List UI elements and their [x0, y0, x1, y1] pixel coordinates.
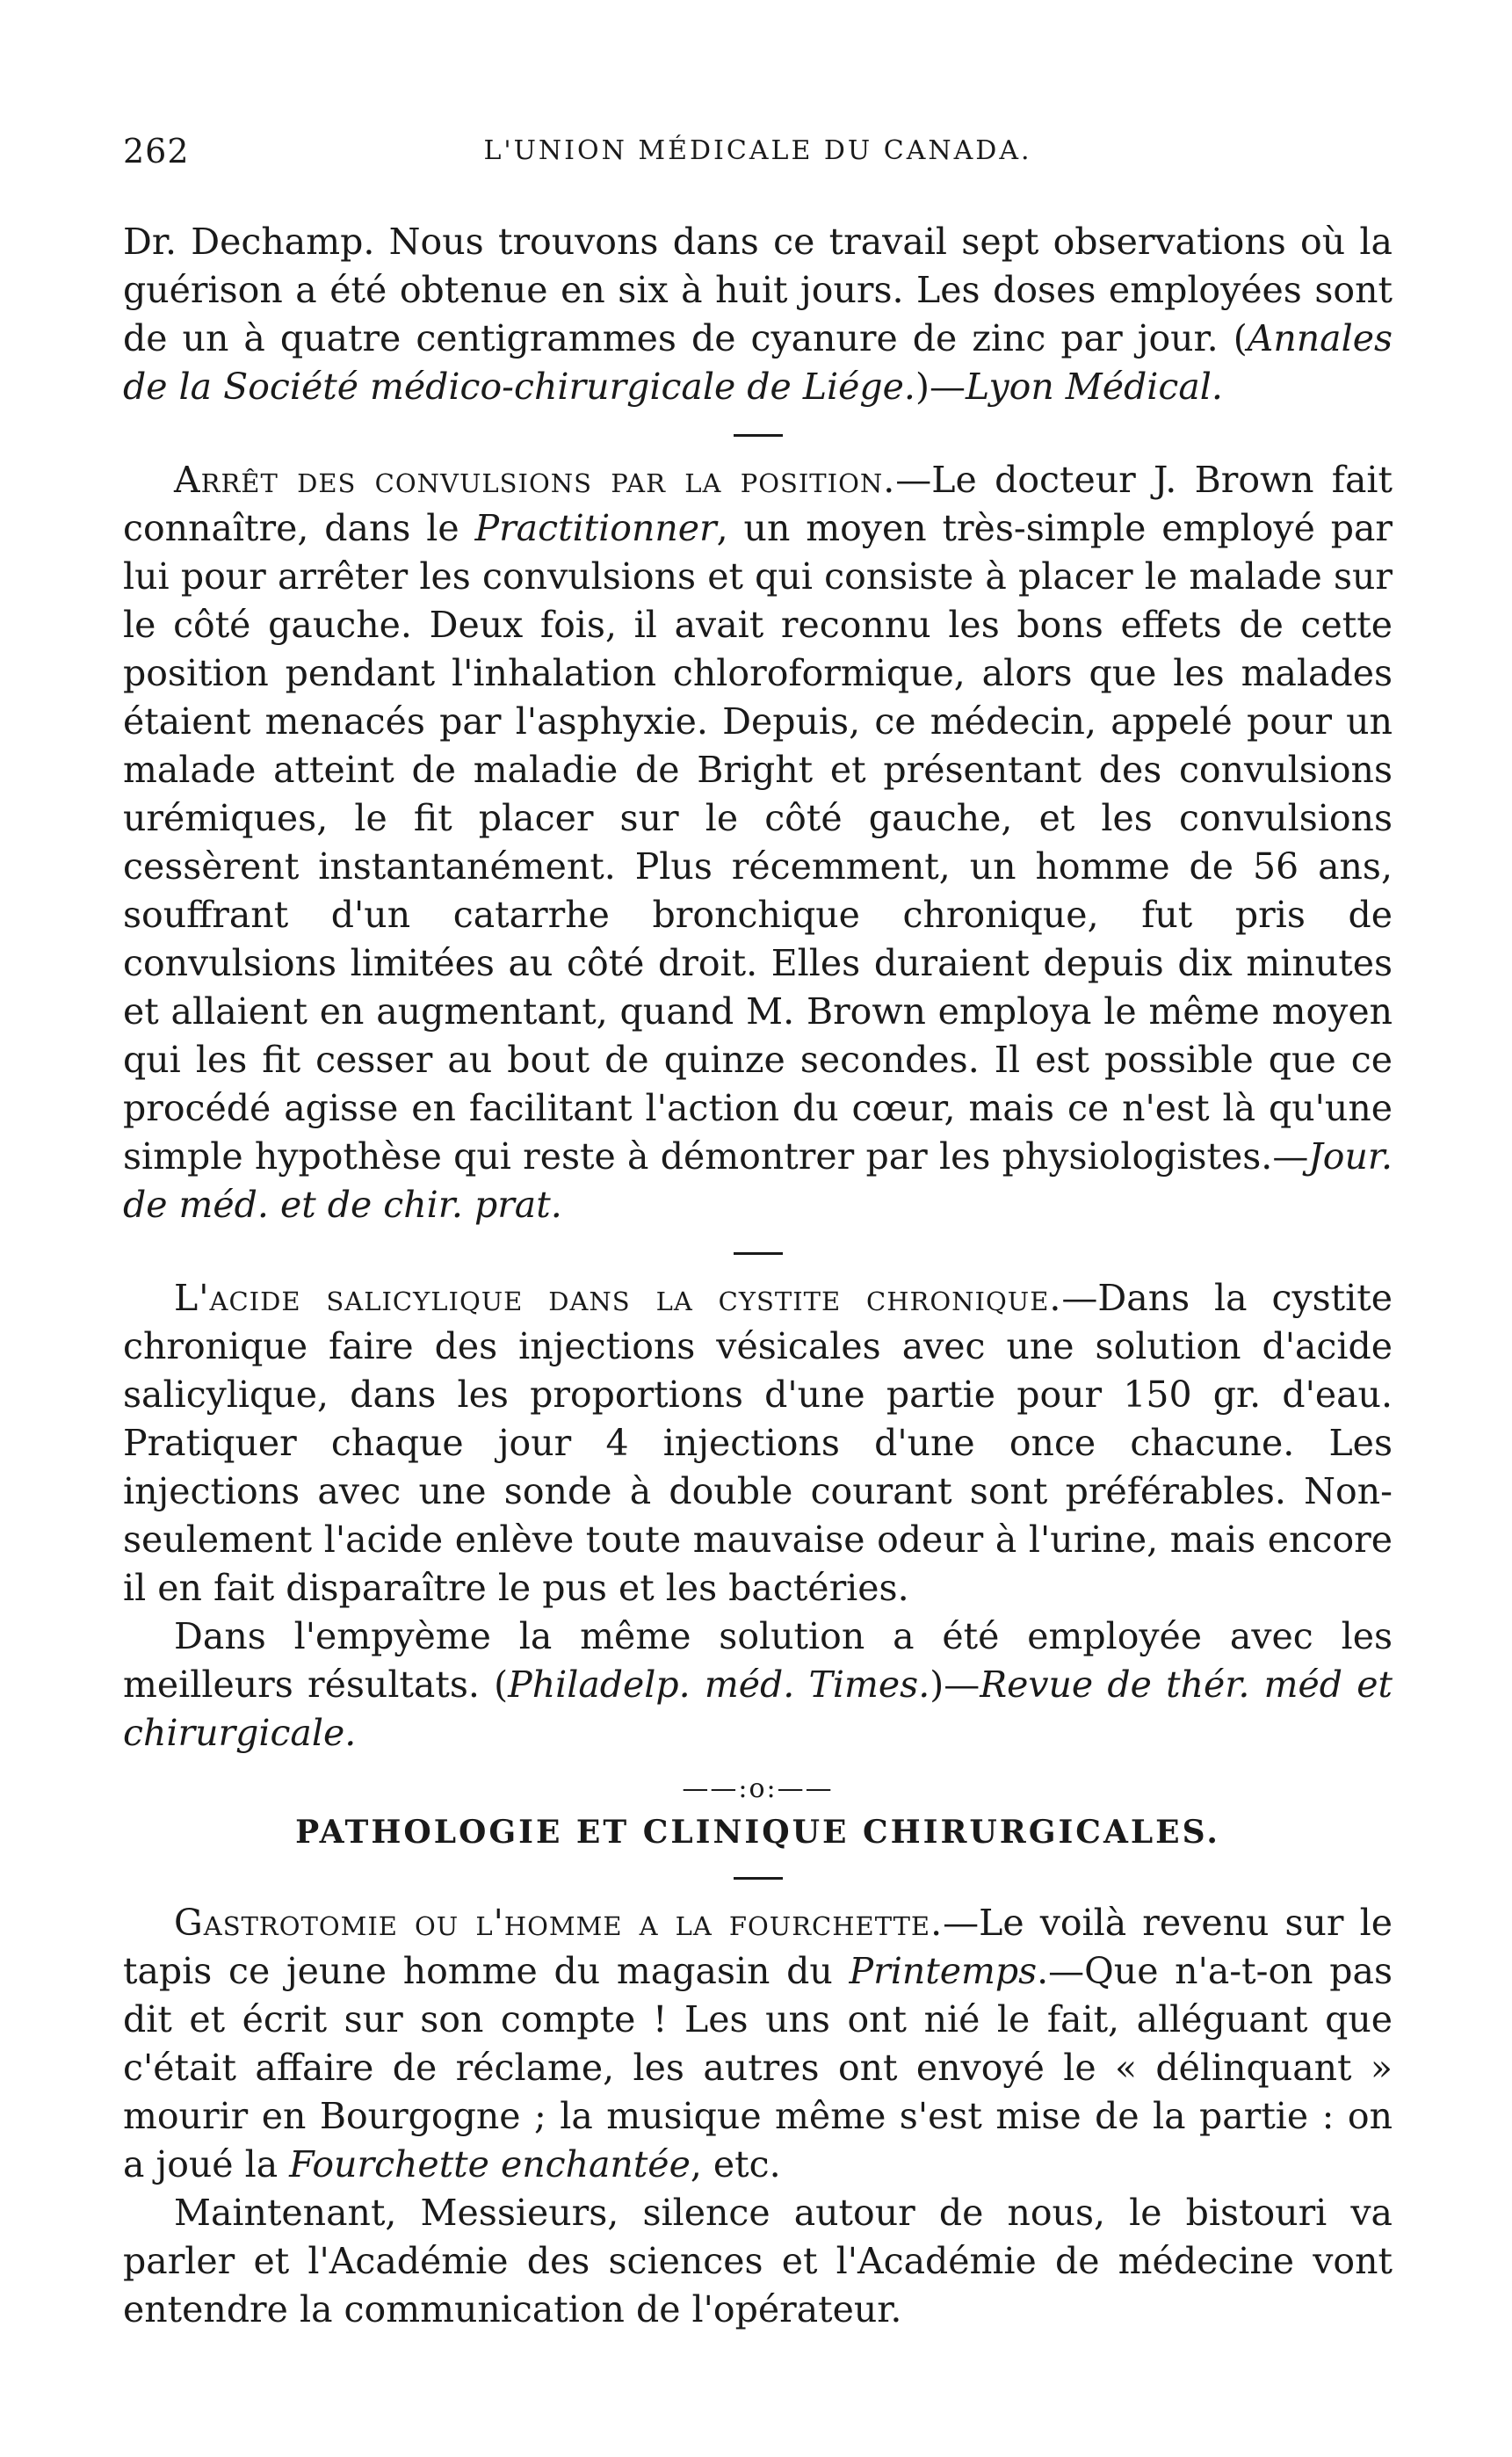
article-tail: )— — [930, 1663, 980, 1706]
article-gastrotomie — [123, 1899, 1393, 2189]
running-head — [123, 132, 1393, 185]
article-body: —Le voilà revenu sur le tapis ce jeune homme du magasin du — [123, 1902, 1393, 1992]
article-source: Philadelp. méd. Times. — [508, 1663, 930, 1706]
journal-title: L'UNION MÉDICALE DU CANADA. — [483, 135, 1032, 166]
page-number: 262 — [123, 132, 190, 170]
article-cystite-p2 — [123, 1613, 1393, 1758]
article-title: L'acide salicylique dans la cystite chronique. — [174, 1277, 1062, 1319]
article-source-2: Revue de thér. méd et chirurgicale. — [123, 1663, 1393, 1754]
intro-citation-2: Lyon Médical. — [965, 366, 1223, 408]
article-source: Jour. de méd. et de chir. prat. — [123, 1135, 1393, 1226]
intro-text: Dr. Dechamp. Nous trouvons dans ce travail sept observations où la guérison a été obtenue en six à huit jours. Les doses employées sont de un à quatre centigrammes de cyanure de zinc par jour. ( — [123, 221, 1393, 359]
article-body-final: Maintenant, Messieurs, silence autour de nous, le bistouri va parler et l'Académie des sciences et l'Académie de médecine vont entendre la communication de l'opérateur. — [123, 2192, 1393, 2330]
divider-rule — [734, 434, 783, 437]
article-body-cont: , un moyen très-simple employé par lui pour arrêter les convulsions et qui consiste à placer le malade sur le côté gauche. Deux fois, il avait reconnu les bons effets de cette position pendant l'inhalation chloroformique, alors que les malades étaient menacés par l'asphyxie. Depuis, ce médecin, appelé pour un malade atteint de maladie de Bright et présentant des convulsions urémiques, le fit placer sur le côté gauche, et les convulsions cessèrent instantanément. Plus récemment, un homme de 56 ans, souffrant d'un catarrhe bronchique chronique, fut pris de convulsions limitées au côté droit. Elles duraient depuis dix minutes et allaient en augmentant, quand M. Brown employa le même moyen qui les fit cesser au bout de quinze secondes. Il est possible que ce procédé agisse en facilitant l'action du cœur, mais ce n'est là qu'une simple hypothèse qui reste à démontrer par les physiologistes.— — [123, 507, 1393, 1178]
document-page — [123, 132, 1393, 2334]
article-body: —Le docteur J. Brown fait connaître, dans le — [123, 459, 1393, 549]
article-cystite — [123, 1274, 1393, 1613]
divider-rule — [734, 1252, 783, 1255]
article-title: Arrêt des convulsions par la position. — [174, 459, 896, 501]
section-heading: PATHOLOGIE ET CLINIQUE CHIRURGICALES. — [295, 1814, 1220, 1851]
intro-tail: )— — [915, 366, 966, 408]
article-title: Gastrotomie ou l'homme a la fourchette. — [174, 1902, 944, 1944]
article-body-end: , etc. — [690, 2143, 781, 2185]
store-name: Printemps — [849, 1950, 1038, 1992]
article-convulsions — [123, 456, 1393, 1229]
intro-citation: Annales de la Société médico-chirurgicale de Liége. — [123, 317, 1393, 408]
divider-rule — [734, 1877, 783, 1880]
article-gastrotomie-p2 — [123, 2189, 1393, 2334]
song-title: Fourchette enchantée — [289, 2143, 691, 2185]
article-body-cont: Dans l'empyème la même solution a été employée avec les meilleurs résultats. ( — [123, 1615, 1393, 1706]
section-separator: ——:o:—— — [682, 1773, 834, 1804]
article-body: —Dans la cystite chronique faire des injections vésicales avec une solution d'acide salicylique, dans les proportions d'une partie pour 150 gr. d'eau. Pratiquer chaque jour 4 injections d'une once chacune. Les injections avec une sonde à double courant sont préférables. Non-seulement l'acide enlève toute mauvaise odeur à l'urine, mais encore il en fait disparaître le pus et les bactéries. — [123, 1277, 1393, 1609]
intro-paragraph — [123, 218, 1393, 411]
article-body-cont: .—Que n'a-t-on pas dit et écrit sur son compte ! Les uns ont nié le fait, alléguant que c'était affaire de réclame, les autres ont envoyé le « délinquant » mourir en Bourgogne ; la musique même s'est mise de la partie : on a joué la — [123, 1950, 1393, 2185]
journal-name: Practitionner — [474, 507, 717, 549]
